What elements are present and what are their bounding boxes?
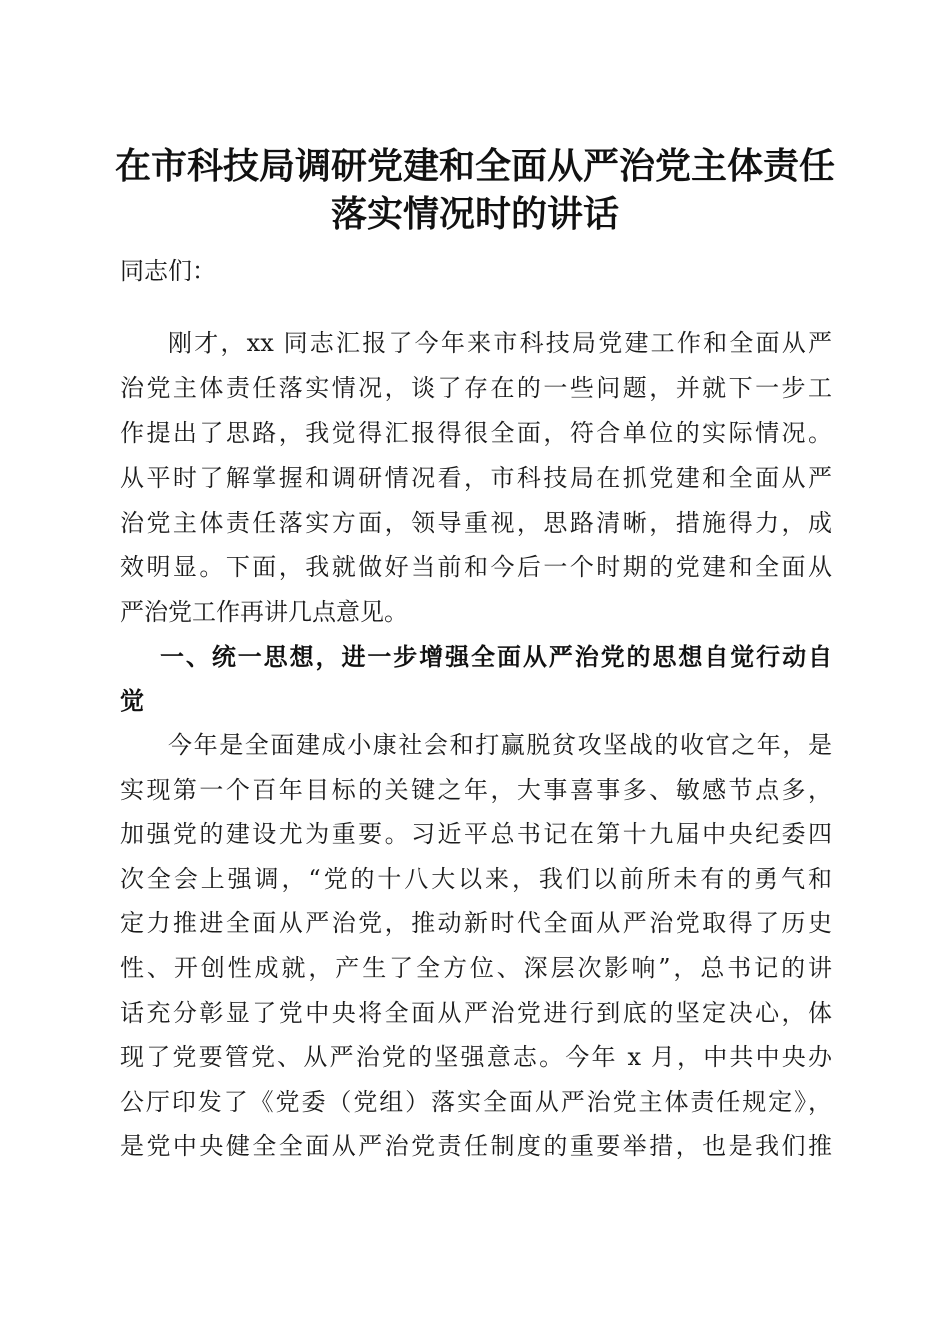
document-title-line-1: 在市科技局调研党建和全面从严治党主体责任 [114, 145, 835, 187]
paragraph-1-line: 治党主体责任落实方面，领导重视，思路清晰，措施得力，成 [120, 509, 832, 537]
paragraph-2-line: 是党中央健全全面从严治党责任制度的重要举措，也是我们推 [120, 1132, 832, 1160]
section-1-heading-continued: 觉 [120, 687, 144, 715]
paragraph-1-line: 效明显。下面，我就做好当前和今后一个时期的党建和全面从 [120, 553, 832, 581]
section-1-heading: 一、统一思想，进一步增强全面从严治党的思想自觉行动自 [160, 643, 832, 671]
paragraph-1-line: 作提出了思路，我觉得汇报得很全面，符合单位的实际情况。 [120, 419, 832, 447]
paragraph-2-line: 定力推进全面从严治党，推动新时代全面从严治党取得了历史 [120, 909, 832, 937]
paragraph-2-line: 现了党要管党、从严治党的坚强意志。今年 x 月，中共中央办 [120, 1043, 832, 1071]
paragraph-1-line: 从平时了解掌握和调研情况看，市科技局在抓党建和全面从严 [120, 464, 832, 492]
paragraph-2-line: 性、开创性成就，产生了全方位、深层次影响”，总书记的讲 [120, 954, 832, 982]
paragraph-1-line: 刚才，xx 同志汇报了今年来市科技局党建工作和全面从严 [168, 329, 832, 357]
paragraph-2-line: 实现第一个百年目标的关键之年，大事喜事多、敏感节点多， [120, 776, 832, 804]
paragraph-2-line: 今年是全面建成小康社会和打赢脱贫攻坚战的收官之年，是 [168, 731, 832, 759]
paragraph-1-line: 治党主体责任落实情况，谈了存在的一些问题，并就下一步工 [120, 374, 832, 402]
paragraph-2-line: 公厅印发了《党委（党组）落实全面从严治党主体责任规定》， [120, 1088, 832, 1116]
paragraph-2-line: 话充分彰显了党中央将全面从严治党进行到底的坚定决心，体 [120, 999, 832, 1027]
salutation: 同志们： [120, 257, 216, 285]
paragraph-2-line: 次全会上强调，“党的十八大以来，我们以前所未有的勇气和 [120, 865, 832, 893]
paragraph-2-line: 加强党的建设尤为重要。习近平总书记在第十九届中央纪委四 [120, 820, 832, 848]
document-title-line-2: 落实情况时的讲话 [330, 193, 619, 235]
paragraph-1-line: 严治党工作再讲几点意见。 [120, 598, 408, 626]
